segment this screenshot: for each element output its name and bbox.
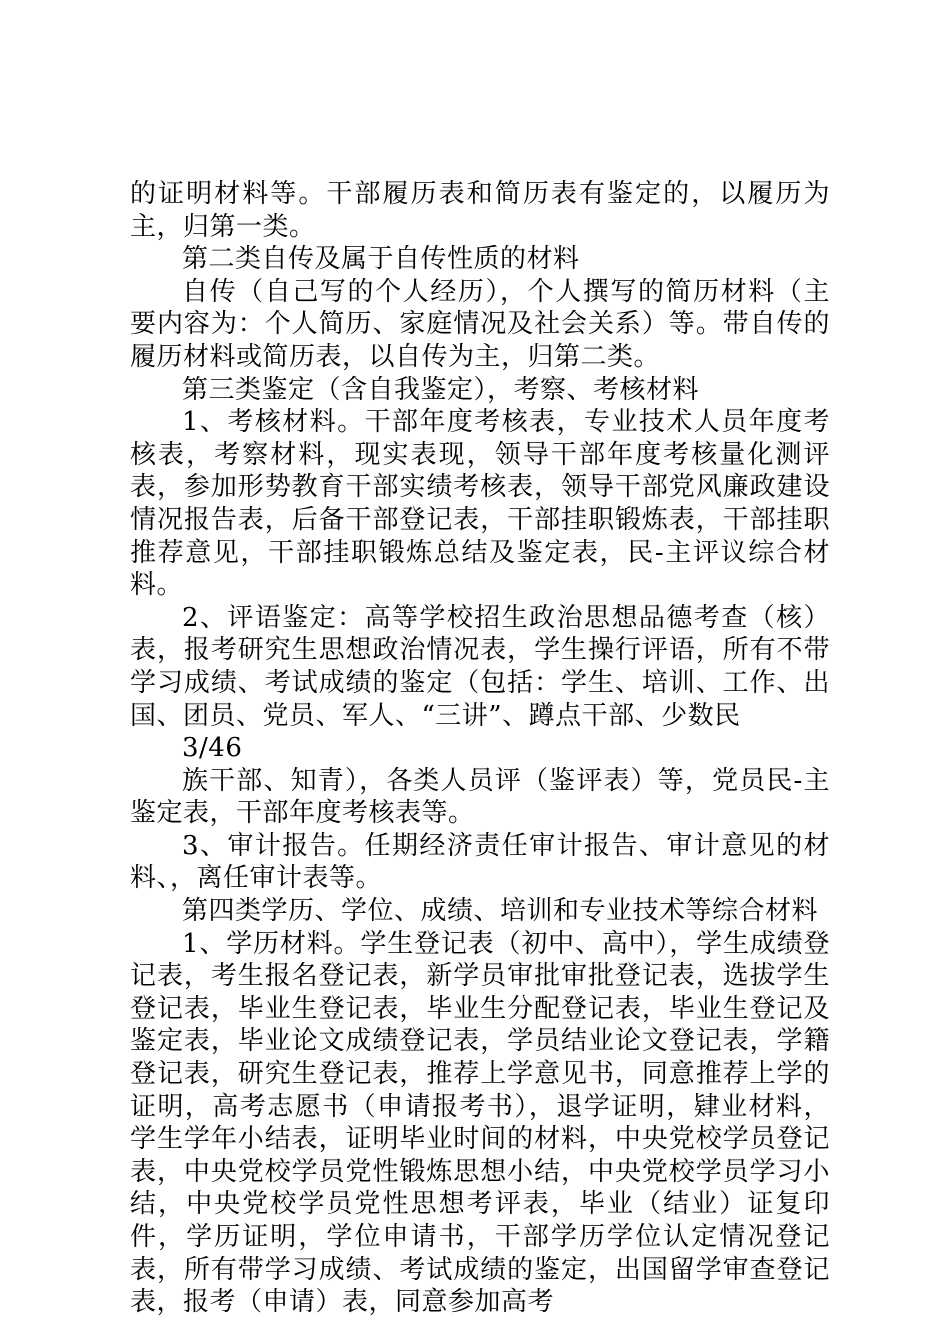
paragraph: 1、考核材料。干部年度考核表，专业技术人员年度考核表，考察材料，现实表现，领导干部年度考核量化测评表，参加形势教育干部实绩考核表，领导干部党风廉政建设情况报告表，后备干部登记表，干部挂职锻炼表，干部挂职推荐意见，干部挂职锻炼总结及鉴定表，民-主评议综合材料。 [130, 407, 830, 601]
page-number: 3/46 [182, 733, 243, 764]
section-heading-4: 第四类学历、学位、成绩、培训和专业技术等综合材料 [182, 896, 819, 927]
paragraph: 3、审计报告。任期经济责任审计报告、审计意见的材料、，离任审计表等。 [130, 830, 830, 894]
paragraph: 2、评语鉴定：高等学校招生政治思想品德考查（核）表，报考研究生思想政治情况表，学生操行评语，所有不带学习成绩、考试成绩的鉴定（包括：学生、培训、工作、出国、团员、党员、军人、“三讲”、蹲点干部、少数民 [130, 602, 830, 731]
paragraph: 的证明材料等。干部履历表和简历表有鉴定的，以履历为主，归第一类。 [130, 179, 830, 242]
paragraph: 族干部、知青），各类人员评（鉴评表）等，党员民-主鉴定表，干部年度考核表等。 [130, 765, 830, 829]
paragraph: 自传（自己写的个人经历），个人撰写的简历材料（主要内容为：个人简历、家庭情况及社会关系）等。带自传的履历材料或简历表，以自传为主，归第二类。 [130, 276, 830, 372]
document-page [130, 178, 830, 1319]
paragraph: 1、学历材料。学生登记表（初中、高中），学生成绩登记表，考生报名登记表，新学员审批审批登记表，选拔学生登记表，毕业生登记表，毕业生分配登记表，毕业生登记及鉴定表，毕业论文成绩登记表，学员结业论文登记表，学籍登记表，研究生登记表，推荐上学意见书，同意推荐上学的证明，高考志愿书（申请报考书），退学证明，肄业材料，学生学年小结表，证明毕业时间的材料，中央党校学员登记表，中央党校学员党性锻炼思想小结，中央党校学员学习小结，中央党校学员党性思想考评表，毕业（结业）证复印件，学历证明，学位申请书，干部学历学位认定情况登记表，所有带学习成绩、考试成绩的鉴定，出国留学审查登记表，报考（申请）表，同意参加高考 [130, 928, 830, 1318]
section-heading-2: 第二类自传及属于自传性质的材料 [182, 244, 580, 275]
section-heading-3: 第三类鉴定（含自我鉴定），考察、考核材料 [182, 374, 700, 405]
